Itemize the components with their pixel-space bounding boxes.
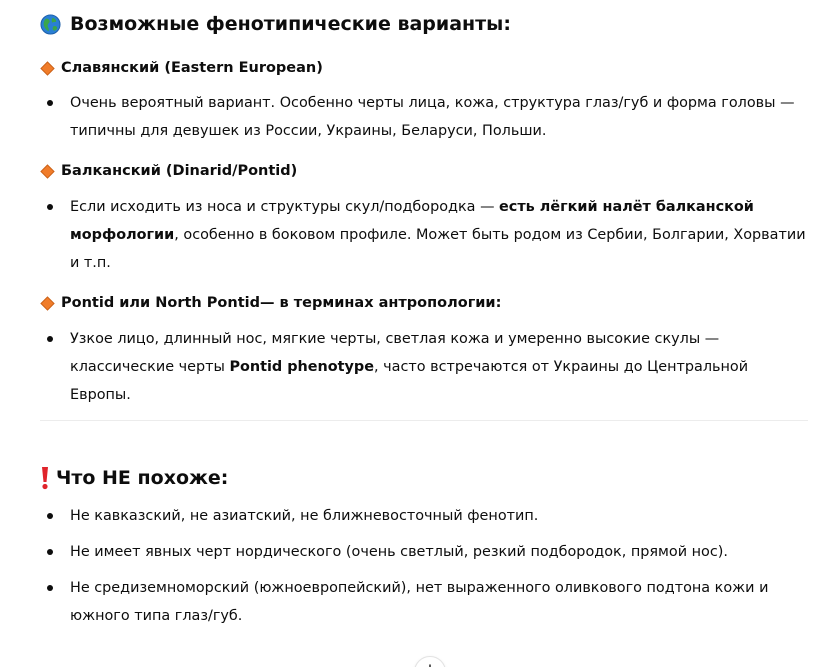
- slavic-text: Очень вероятный вариант. Особенно черты лица, кожа, структура глаз/губ и форма головы — типичны для девушек из России, Украины, Беларуси, Польши.: [70, 95, 795, 139]
- pontid-title-bold: Pontid или North Pontid: [61, 295, 260, 311]
- pontid-text-before: Узкое лицо, длинный нос, мягкие черты, светлая кожа и умеренно высокие скулы — классические черты: [70, 331, 720, 375]
- balkan-heading: [40, 163, 297, 179]
- not-similar-text: Не имеет явных черт нордического (очень светлый, резкий подбородок, прямой нос).: [70, 544, 728, 560]
- section-divider: [40, 420, 808, 421]
- not-similar-text: Не кавказский, не азиатский, не ближневосточный фенотип.: [70, 508, 539, 524]
- phenotypes-heading: [40, 13, 511, 35]
- pontid-bullet: [70, 325, 810, 409]
- balkan-text-before: Если исходить из носа и структуры скул/подбородка —: [70, 199, 500, 215]
- pontid-title-rest: — в терминах антропологии:: [259, 295, 502, 311]
- slavic-bullet: [70, 89, 810, 145]
- balkan-text-bold: есть лёгкий налёт балканской морфологии: [70, 199, 754, 243]
- orange-diamond-icon: [40, 61, 55, 76]
- scroll-down-button[interactable]: [414, 656, 446, 667]
- globe-icon: [40, 14, 61, 35]
- arrow-down-icon: [423, 663, 437, 667]
- not-similar-heading: [40, 466, 228, 490]
- not-similar-item: [70, 574, 810, 630]
- balkan-title: Балканский (Dinarid/Pontid): [61, 163, 298, 179]
- orange-diamond-icon: [40, 296, 55, 311]
- not-similar-item: [70, 538, 810, 566]
- not-similar-item: [70, 502, 810, 530]
- pontid-text-after: , часто встречаются от Украины до Центральной Европы.: [70, 359, 749, 403]
- balkan-text-after: , особенно в боковом профиле. Может быть родом из Сербии, Болгарии, Хорватии и т.п.: [70, 227, 806, 271]
- not-similar-text: Не средиземноморский (южноевропейский), нет выраженного оливкового подтона кожи и южного типа глаз/губ.: [70, 580, 769, 624]
- slavic-heading: [40, 60, 323, 76]
- slavic-title: Славянский (Eastern European): [61, 60, 323, 76]
- balkan-bullet: [70, 193, 810, 277]
- orange-diamond-icon: [40, 164, 55, 179]
- pontid-text-bold: Pontid phenotype: [229, 359, 374, 375]
- phenotypes-heading-text: Возможные фенотипические варианты:: [70, 13, 511, 35]
- not-similar-heading-text: Что НЕ похоже:: [56, 467, 229, 489]
- red-exclamation-icon: [40, 466, 50, 490]
- pontid-heading: [40, 295, 501, 311]
